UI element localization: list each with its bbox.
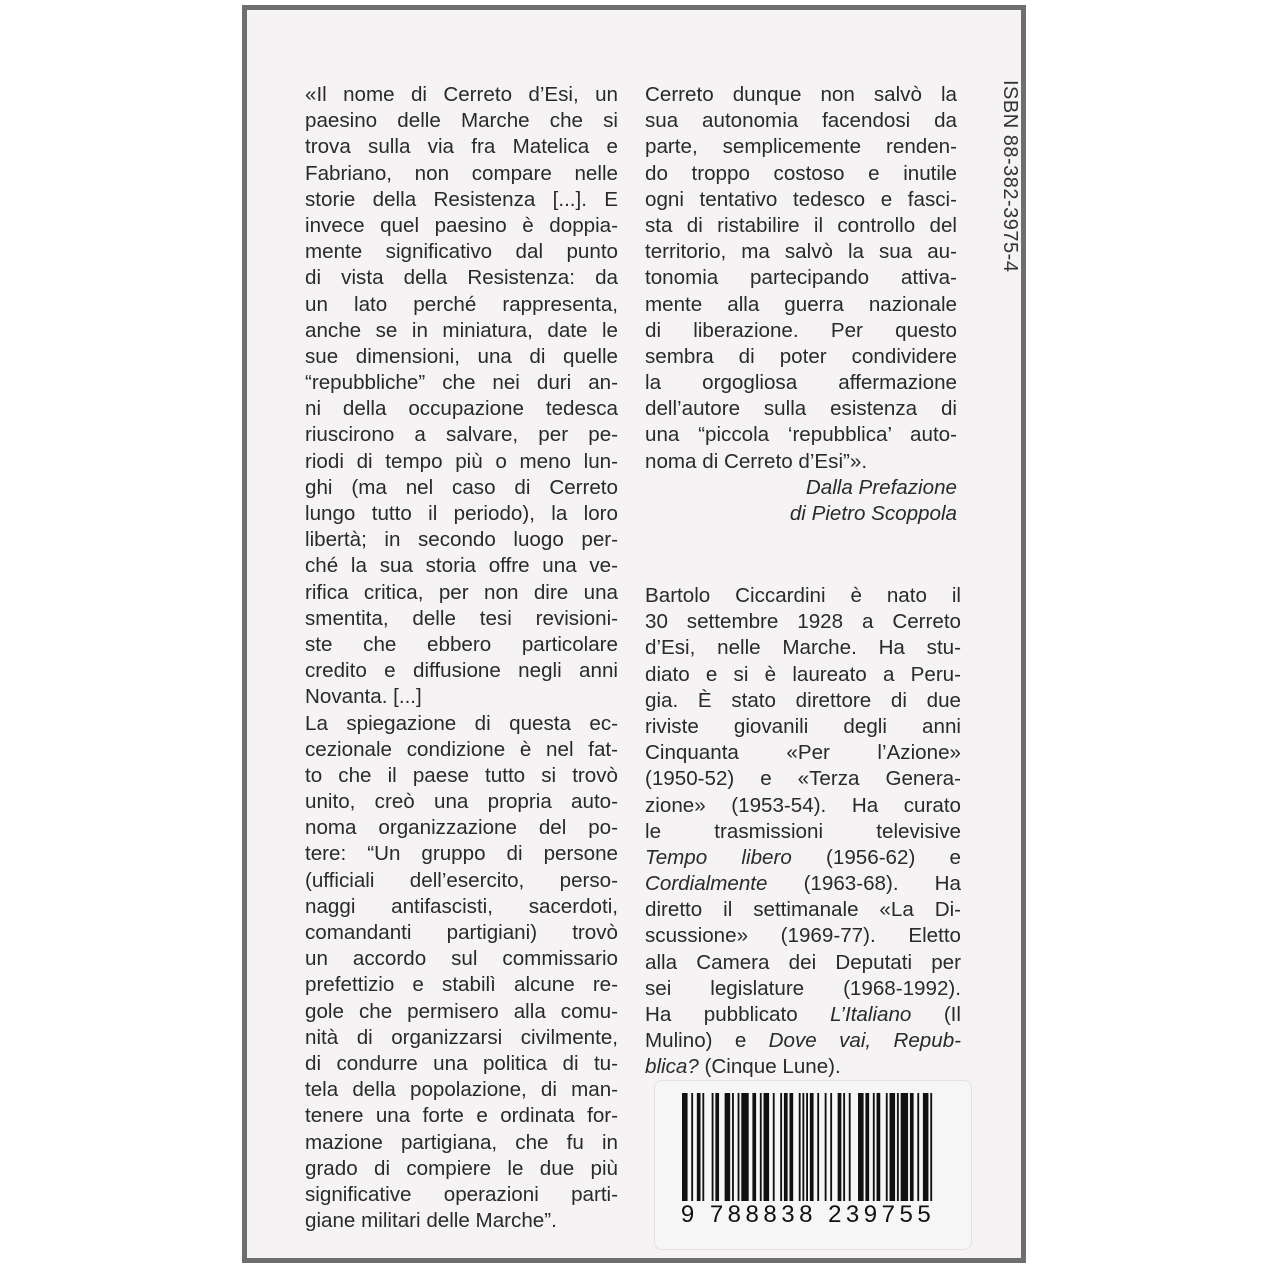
left_column-line: di vista della Resistenza: da <box>305 266 618 290</box>
left_column-line: sue dimensioni, una di quelle <box>305 344 618 368</box>
barcode-bar <box>764 1093 770 1201</box>
barcode-bar <box>732 1093 734 1201</box>
bio-line: Cinquanta «Per l’Azione» <box>645 741 961 765</box>
barcode-bar <box>691 1093 693 1201</box>
bio-line: gia. È stato direttore di due <box>645 688 961 712</box>
right_column-line: tonomia partecipando attiva- <box>645 266 957 290</box>
left_column-line: nità di organizzarsi civilmente, <box>305 1025 618 1049</box>
bio-line: Cordialmente (1963-68). Ha <box>645 872 961 896</box>
barcode-bar <box>838 1093 842 1201</box>
left_column-line: storie della Resistenza [...]. E <box>305 187 618 211</box>
right_column-line: sembra di poter condividere <box>645 344 957 368</box>
barcode-bar <box>917 1093 919 1201</box>
right_column-line: di liberazione. Per questo <box>645 318 957 342</box>
barcode-bar <box>865 1093 869 1201</box>
left_column-line: mente significativo dal punto <box>305 240 618 264</box>
barcode-bar <box>806 1093 808 1201</box>
left_column-line: unito, creò una propria auto- <box>305 790 618 814</box>
barcode-bar <box>886 1093 888 1201</box>
preface-excerpt-left <box>305 82 618 1234</box>
barcode-bar <box>802 1093 804 1201</box>
barcode-bar <box>877 1093 881 1201</box>
book-back-cover <box>242 5 1026 1263</box>
left_column-line: lungo tutto il periodo), la loro <box>305 502 618 525</box>
barcode <box>654 1080 972 1250</box>
bio-line: Mulino) e Dove vai, Repub- <box>645 1029 961 1053</box>
barcode-bar <box>890 1093 896 1201</box>
left_column-line: Novanta. [...] <box>305 685 422 709</box>
left_column-line: trova sulla via fra Matelica e <box>305 135 618 159</box>
barcode-bar <box>930 1093 932 1201</box>
isbn-text: ISBN 88-382-3975-4 <box>999 80 1021 273</box>
left_column-line: Fabriano, non compare nelle <box>305 161 618 185</box>
bio-line: (1950-52) e «Terza Genera- <box>645 767 961 791</box>
barcode-bar <box>849 1093 851 1201</box>
left_column-line: “repubbliche” che nei duri an- <box>305 371 618 395</box>
left_column-line: ni della occupazione tedesca <box>305 397 618 421</box>
barcode-number: 9 788838 239755 <box>680 1201 936 1228</box>
right_column-line: noma di Cerreto d’Esi”». <box>645 449 868 473</box>
barcode-bar <box>741 1093 748 1201</box>
barcode-bar <box>773 1093 775 1201</box>
left_column-line: un lato perché rappresenta, <box>305 292 618 316</box>
left_column-line: gole che permisero alla comu- <box>305 999 618 1023</box>
barcode-bar <box>825 1093 827 1201</box>
left_column-line: La spiegazione di questa ec- <box>305 711 618 735</box>
barcode-bar <box>810 1093 814 1201</box>
bio-line: scussione» (1969-77). Eletto <box>645 924 961 948</box>
bio-line: d’Esi, nelle Marche. Ha stu- <box>645 636 961 660</box>
barcode-bar <box>682 1093 688 1201</box>
barcode-bar <box>901 1093 908 1201</box>
bio-line: diretto il settimanale «La Di- <box>645 898 961 922</box>
right_column-line: una “piccola ‘repubblica’ auto- <box>645 423 957 447</box>
left_column-line: ghi (ma nel caso di Cerreto <box>305 475 618 499</box>
barcode-bar <box>760 1093 762 1201</box>
preface-excerpt-right <box>645 82 957 527</box>
author-bio <box>645 583 961 1081</box>
barcode-bar <box>784 1093 788 1201</box>
left_column-line: giane militari delle Marche”. <box>305 1209 557 1233</box>
barcode-bar <box>789 1093 793 1201</box>
left_column-line: mazione partigiana, che fu in <box>305 1130 618 1154</box>
left_column-line: riuscirono a salvare, per pe- <box>305 423 618 447</box>
attribution-line: di Pietro Scoppola <box>789 502 957 525</box>
left_column-line: tere: “Un gruppo di persone <box>305 842 618 866</box>
barcode-bar <box>752 1093 756 1201</box>
barcode-bar <box>738 1093 740 1201</box>
bio-line: alla Camera dei Deputati per <box>645 950 961 974</box>
left_column-line: credito e diffusione negli anni <box>305 659 618 683</box>
left_column-line: prefettizio e stabilì alcune re- <box>305 973 618 997</box>
barcode-bar <box>858 1093 864 1201</box>
right_column-line: parte, semplicemente renden- <box>645 135 957 159</box>
left_column-line: invece quel paesino è doppia- <box>305 213 618 237</box>
barcode-bar <box>799 1093 801 1201</box>
right_column-line: la orgogliosa affermazione <box>645 371 957 395</box>
left_column-line: to che il paese tutto si trovò <box>305 763 618 787</box>
barcode-bar <box>725 1093 731 1201</box>
barcode-bar <box>817 1093 819 1201</box>
left_column-line: anche se in miniatura, date le <box>305 318 618 342</box>
bio-line: blica? (Cinque Lune). <box>645 1055 841 1079</box>
isbn-label <box>999 80 1021 310</box>
bio-line: riviste giovanili degli anni <box>645 714 961 738</box>
attribution-line: Dalla Prefazione <box>805 475 957 499</box>
bio-line: diato e si è laureato a Peru- <box>645 662 961 686</box>
left_column-line: ché la sua storia offre una ve- <box>305 554 618 578</box>
right_column-line: do troppo costoso e inutile <box>645 161 957 185</box>
bio-line: Bartolo Ciccardini è nato il <box>645 584 961 607</box>
left_column-line: (ufficiali dell’esercito, perso- <box>305 868 618 892</box>
left_column-line: un accordo sul commissario <box>305 947 618 971</box>
bio-line: Tempo libero (1956-62) e <box>645 845 961 869</box>
bio-line: le trasmissioni televisive <box>645 819 961 843</box>
barcode-bar <box>873 1093 875 1201</box>
left_column-line: ste che ebbero particolare <box>305 632 618 656</box>
left_column-line: paesino delle Marche che si <box>305 109 618 133</box>
right_column-line: territorio, ma salvò la sua au- <box>645 240 957 264</box>
left_column-line: naggi antifascisti, sacerdoti, <box>305 894 618 918</box>
bio-line: Ha pubblicato L’Italiano (Il <box>645 1003 961 1026</box>
bio-line: zione» (1953-54). Ha curato <box>645 793 961 817</box>
right_column-line: mente alla guerra nazionale <box>645 292 957 316</box>
right_column-line: dell’autore sulla esistenza di <box>645 397 957 421</box>
right_column-line: ogni tentativo tedesco e fasci- <box>645 187 957 211</box>
left_column-line: smentita, delle tesi revisioni- <box>305 606 618 630</box>
barcode-bar <box>702 1093 704 1201</box>
left_column-line: tela della popolazione, di man- <box>305 1078 618 1102</box>
barcode-bar <box>923 1093 929 1201</box>
left_column-line: tenere una forte e ordinata for- <box>305 1104 618 1128</box>
barcode-bar <box>697 1093 701 1201</box>
barcode-bar <box>897 1093 899 1201</box>
right_column-line: sta di ristabilire il controllo del <box>645 213 957 237</box>
left_column-line: riodi di tempo più o meno lun- <box>305 449 618 473</box>
left_column-line: rifica critica, per non dire una <box>305 580 618 604</box>
barcode-bar <box>715 1093 719 1201</box>
left_column-line: noma organizzazione del po- <box>305 816 618 840</box>
barcode-bar <box>712 1093 714 1201</box>
left_column-line: comandanti partigiani) trovò <box>305 921 618 944</box>
bio-line: sei legislature (1968-1992). <box>645 976 961 1000</box>
bio-line: 30 settembre 1928 a Cerreto <box>645 610 961 634</box>
right_column-line: sua autonomia facendosi da <box>645 109 957 133</box>
barcode-bar <box>910 1093 914 1201</box>
barcode-bar <box>780 1093 782 1201</box>
barcode-bars <box>682 1093 934 1201</box>
left_column-line: cezionale condizione è nel fat- <box>305 737 618 761</box>
left_column-line: libertà; in secondo luogo per- <box>305 528 618 552</box>
left_column-line: «Il nome di Cerreto d’Esi, un <box>305 83 618 106</box>
left_column-line: significative operazioni parti- <box>305 1182 618 1206</box>
right_column-line: Cerreto dunque non salvò la <box>645 83 957 106</box>
left_column-line: di condurre una politica di tu- <box>305 1051 618 1075</box>
barcode-bar <box>830 1093 832 1201</box>
barcode-bar <box>843 1093 845 1201</box>
left_column-line: grado di compiere le due più <box>305 1156 618 1180</box>
